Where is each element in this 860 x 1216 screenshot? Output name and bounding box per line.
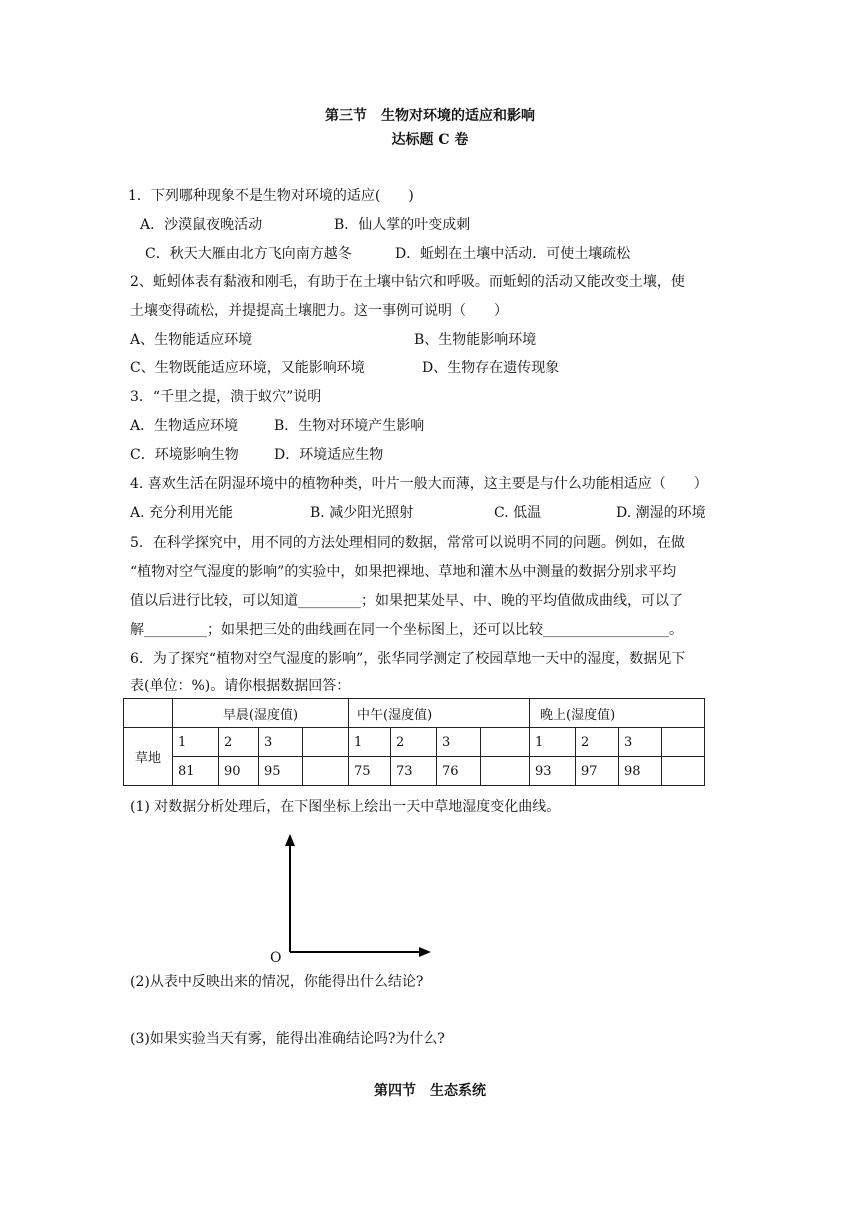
q2-option-d: D、生物存在遗传现象 — [422, 360, 560, 376]
table-cell: 81 — [173, 757, 219, 786]
table-cell: 2 — [391, 728, 437, 757]
q5-line1: 5．在科学探究中，用不同的方法处理相同的数据，常常可以说明不同的问题。例如，在做 — [130, 535, 685, 551]
q6-sub2: (2)从表中反映出来的情况，你能得出什么结论? — [130, 974, 424, 990]
q5-line3: 值以后进行比较，可以知道_________；如果把某处早、中、晚的平均值做成曲线，可以了 — [130, 593, 683, 609]
blank-coordinate-axes — [260, 832, 440, 958]
table-row-label: 草地 — [124, 728, 173, 786]
table-cell: 3 — [259, 728, 303, 757]
q6-line1: 6．为了探究“植物对空气湿度的影响”，张华同学测定了校园草地一天中的湿度，数据见下 — [130, 651, 686, 667]
table-cell: 1 — [349, 728, 391, 757]
table-cell — [662, 757, 705, 786]
q6-sub3: (3)如果实验当天有雾，能得出准确结论吗?为什么? — [130, 1031, 445, 1047]
q2-option-b: B、生物能影响环境 — [414, 332, 537, 348]
table-cell — [481, 728, 530, 757]
table-cell — [662, 728, 705, 757]
q3-option-c: C．环境影响生物 — [130, 447, 239, 463]
q4-stem: 4. 喜欢生活在阴湿环境中的植物种类，叶片一般大而薄，这主要是与什么功能相适应（ ） — [130, 476, 708, 492]
q6-sub1: (1) 对数据分析处理后，在下图坐标上绘出一天中草地湿度变化曲线。 — [130, 799, 561, 815]
table-cell: 3 — [437, 728, 481, 757]
table-row — [124, 728, 705, 757]
table-cell: 2 — [576, 728, 619, 757]
table-cell: 3 — [619, 728, 662, 757]
q2-stem-line1: 2、蚯蚓体表有黏液和刚毛，有助于在土壤中钻穴和呼吸。而蚯蚓的活动又能改变土壤，使 — [130, 274, 685, 290]
table-header-noon: 中午(湿度值) — [349, 699, 530, 728]
origin-label: O — [270, 950, 282, 966]
table-header-evening: 晚上(湿度值) — [530, 699, 705, 728]
humidity-table — [123, 698, 705, 786]
table-cell: 95 — [259, 757, 303, 786]
q3-option-b: B．生物对环境产生影响 — [274, 418, 425, 434]
q4-option-b: B. 减少阳光照射 — [310, 505, 414, 521]
table-cell: 1 — [530, 728, 576, 757]
section-title: 第三节 生物对环境的适应和影响 — [325, 108, 535, 124]
table-cell — [303, 757, 349, 786]
q4-option-d: D. 潮湿的环境 — [616, 505, 706, 521]
table-cell: 76 — [437, 757, 481, 786]
table-cell: 97 — [576, 757, 619, 786]
table-cell: 73 — [391, 757, 437, 786]
q1-stem: 1．下列哪种现象不是生物对环境的适应( ) — [128, 188, 414, 204]
q1-option-d: D．蚯蚓在土壤中活动．可使土壤疏松 — [395, 246, 631, 262]
table-cell: 1 — [173, 728, 219, 757]
table-cell: 2 — [219, 728, 259, 757]
q1-option-b: B．仙人掌的叶变成刺 — [334, 217, 471, 233]
q5-line2: “植物对空气湿度的影响”的实验中，如果把裸地、草地和灌木丛中测量的数据分别求平均 — [130, 564, 677, 580]
table-cell: 90 — [219, 757, 259, 786]
table-cell: 98 — [619, 757, 662, 786]
table-header-row — [124, 699, 705, 728]
table-cell — [481, 757, 530, 786]
table-header-morning: 早晨(湿度值) — [173, 699, 349, 728]
q3-option-a: A．生物适应环境 — [130, 418, 239, 434]
q2-stem-line2: 土壤变得疏松，并提提高土壤肥力。这一事例可说明（ ） — [130, 303, 508, 319]
q6-line2: 表(单位：%)。请你根据数据回答： — [130, 678, 351, 694]
table-row — [124, 757, 705, 786]
table-corner-cell — [124, 699, 173, 728]
q5-line4: 解_________；如果把三处的曲线画在同一个坐标图上，还可以比较__________________。 — [130, 622, 683, 638]
q2-option-a: A、生物能适应环境 — [130, 332, 253, 348]
table-cell: 75 — [349, 757, 391, 786]
q3-option-d: D．环境适应生物 — [274, 447, 384, 463]
q3-stem: 3．“千里之提，溃于蚁穴”说明 — [130, 389, 322, 405]
q2-option-c: C、生物既能适应环境，又能影响环境 — [130, 360, 365, 376]
next-section-title: 第四节 生态系统 — [374, 1083, 486, 1099]
q1-option-c: C．秋天大雁由北方飞向南方越冬 — [145, 246, 352, 262]
table-cell: 93 — [530, 757, 576, 786]
table-cell — [303, 728, 349, 757]
q4-option-a: A. 充分利用光能 — [130, 505, 234, 521]
q4-option-c: C. 低温 — [494, 505, 542, 521]
x-axis-arrow-icon — [419, 947, 431, 957]
y-axis-arrow-icon — [285, 834, 295, 846]
q1-option-a: A．沙漠鼠夜晚活动 — [140, 217, 263, 233]
section-subtitle: 达标题 C 卷 — [391, 132, 469, 148]
